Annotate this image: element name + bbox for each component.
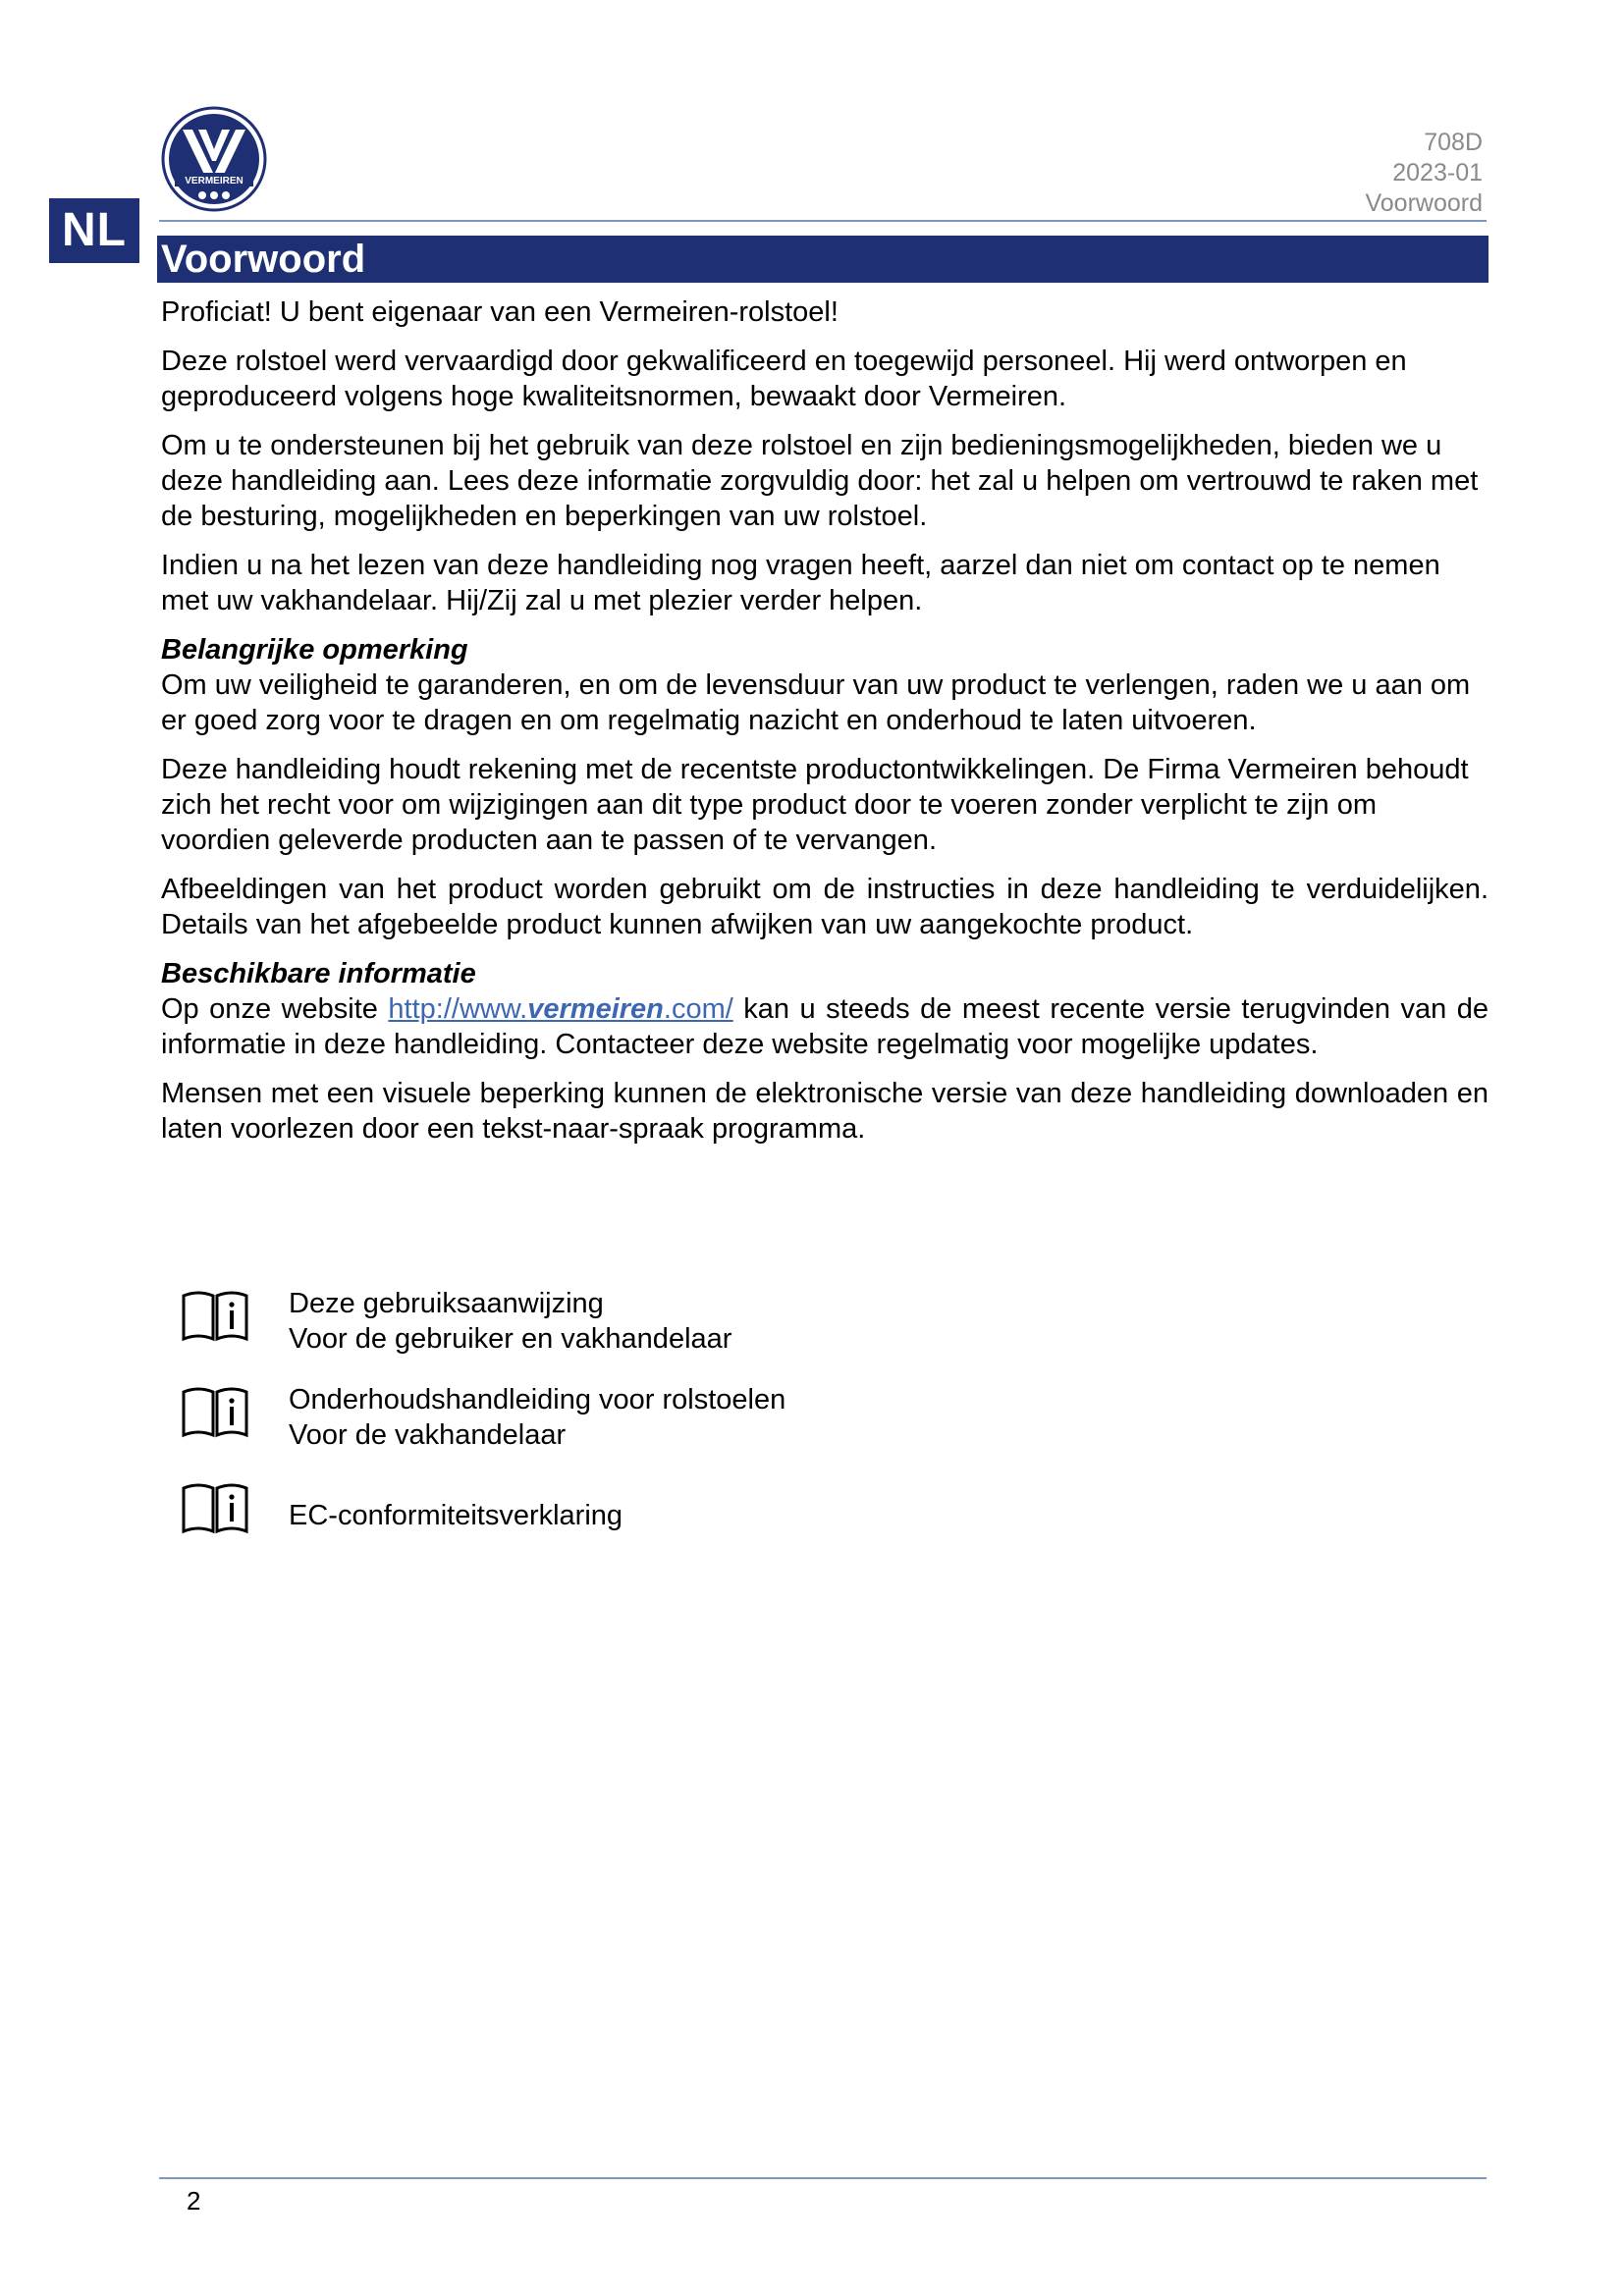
paragraph-congratulations: Proficiat! U bent eigenaar van een Vermeiren-rolstoel! bbox=[161, 296, 839, 328]
paragraph-website bbox=[161, 991, 1489, 1062]
website-link[interactable]: http://www.vermeiren.com/ bbox=[388, 993, 733, 1025]
manual-info-icon bbox=[181, 1288, 249, 1345]
paragraph-manual-purpose: Om u te ondersteunen bij het gebruik van deze rolstoel en zijn bedieningsmogelijkheden, bieden we u deze handleiding aan. Lees deze informatie zorgvuldig door: het zal u helpen om vertrouwd te raken met de besturing, mogelijkheden en beperkingen van uw rolstoel. bbox=[161, 430, 1479, 532]
page-title: Voorwoord bbox=[157, 236, 1489, 283]
paragraph-developments: Deze handleiding houdt rekening met de recentste productontwikkelingen. De Firma Vermeiren behoudt zich het recht voor om wijzigingen aan dit type product door te voeren zonder verplicht te zijn om voordien geleverde producten aan te passen of te vervangen. bbox=[161, 754, 1469, 856]
paragraph-production: Deze rolstoel werd vervaardigd door gekwalificeerd en toegewijd personeel. Hij werd ontworpen en geproduceerd volgens hoge kwaliteitsnormen, bewaakt door Vermeiren. bbox=[161, 346, 1407, 412]
svg-text:VERMEIREN: VERMEIREN bbox=[185, 176, 244, 187]
footer-divider bbox=[159, 2177, 1487, 2179]
document-title: Onderhoudshandleiding voor rolstoelen bbox=[289, 1384, 786, 1415]
header-meta bbox=[1365, 128, 1483, 219]
section-name: Voorwoord bbox=[1365, 189, 1483, 217]
vermeiren-logo bbox=[161, 106, 267, 212]
website-intro: Op onze website bbox=[161, 993, 389, 1025]
document-audience: Voor de gebruiker en vakhandelaar bbox=[289, 1323, 732, 1355]
manual-info-icon bbox=[181, 1480, 249, 1537]
document-audience: Voor de vakhandelaar bbox=[289, 1419, 567, 1451]
manual-info-icon bbox=[181, 1384, 249, 1441]
heading-important-note: Belangrijke opmerking bbox=[161, 634, 468, 666]
language-badge: NL bbox=[49, 198, 139, 263]
heading-available-info: Beschikbare informatie bbox=[161, 958, 476, 989]
main-content bbox=[161, 294, 1489, 1160]
website-text: kan u steeds de meest recente versie terugvinden van de informatie in deze handleiding. Contacteer deze website regelmatig voor mogelijke updates. bbox=[161, 993, 1489, 1060]
model-code: 708D bbox=[1424, 129, 1483, 156]
document-title: EC-conformiteitsverklaring bbox=[289, 1500, 623, 1531]
header-divider bbox=[159, 220, 1487, 222]
paragraph-images: Afbeeldingen van het product worden gebruikt om de instructies in deze handleiding te verduidelijken. Details van het afgebeelde product kunnen afwijken van uw aangekochte product. bbox=[161, 874, 1489, 940]
page-number: 2 bbox=[187, 2186, 201, 2216]
paragraph-maintenance: Om uw veiligheid te garanderen, en om de levensduur van uw product te verlengen, raden we u aan om er goed zorg voor te dragen en om regelmatig nazicht en onderhoud te laten uitvoeren. bbox=[161, 669, 1471, 736]
revision-date: 2023-01 bbox=[1392, 159, 1483, 187]
paragraph-accessibility: Mensen met een visuele beperking kunnen de elektronische versie van deze handleiding downloaden en laten voorlezen door een tekst-naar-spraak programma. bbox=[161, 1078, 1489, 1145]
paragraph-contact: Indien u na het lezen van deze handleiding nog vragen heeft, aarzel dan niet om contact op te nemen met uw vakhandelaar. Hij/Zij zal u met plezier verder helpen. bbox=[161, 550, 1440, 616]
document-title: Deze gebruiksaanwijzing bbox=[289, 1288, 604, 1319]
